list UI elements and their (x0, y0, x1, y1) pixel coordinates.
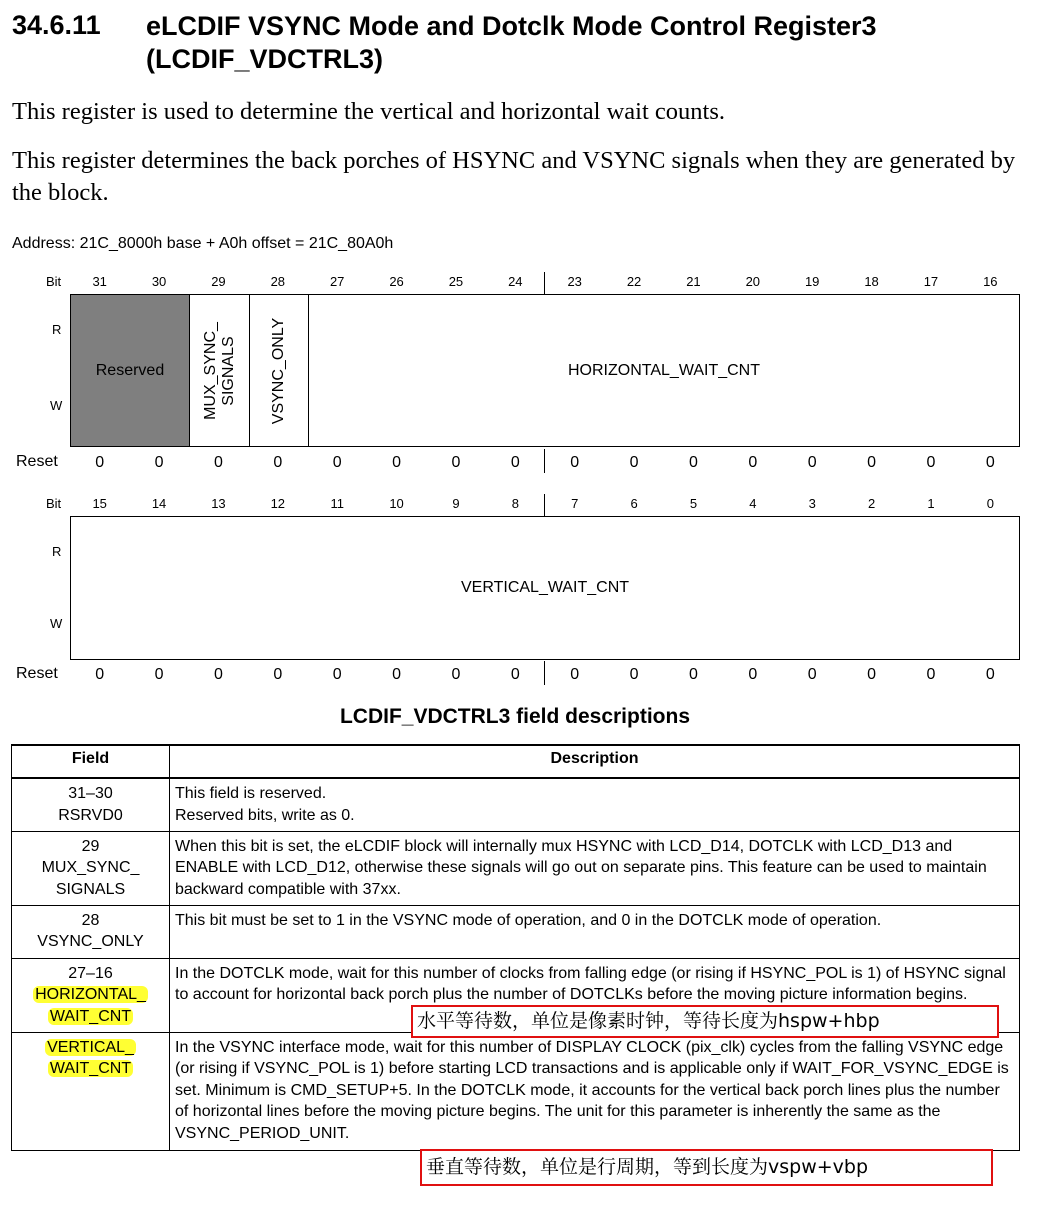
field-name-highlighted: VERTICAL_ (47, 1038, 134, 1056)
description-cell (170, 778, 1020, 831)
reset-value: 0 (392, 666, 402, 683)
upper-bit-numbers (70, 274, 1020, 294)
reset-value: 0 (688, 666, 698, 683)
reset-value: 0 (392, 454, 402, 471)
field-bits: 28 (81, 911, 100, 929)
field-column-header: Field (12, 745, 170, 778)
bit-number: 16 (983, 274, 998, 289)
reset-value: 0 (510, 666, 520, 683)
table-row (12, 1032, 1020, 1150)
field-name-highlighted: HORIZONTAL_ (35, 986, 146, 1003)
reset-value: 0 (748, 454, 758, 471)
write-label-lower: W (50, 616, 63, 631)
bit-number: 2 (867, 496, 876, 511)
vertical-wait-cnt-label: VERTICAL_WAIT_CNT (460, 579, 630, 596)
horizontal-wait-cnt-label: HORIZONTAL_WAIT_CNT (567, 361, 760, 379)
field-bits: 31–30 (68, 785, 113, 802)
read-label-upper: R (52, 322, 62, 337)
reset-value: 0 (273, 454, 283, 471)
intro-paragraph-2: This register determines the back porches of HSYNC and VSYNC signals when they are generated by the block. (12, 147, 1016, 206)
field-cell (12, 905, 170, 958)
table-row (12, 905, 1020, 958)
bit-number: 3 (808, 496, 816, 511)
bit-number: 22 (626, 274, 642, 289)
bit-number: 4 (749, 496, 757, 511)
bit-number: 10 (389, 496, 404, 511)
bit-label-upper: Bit (46, 274, 62, 289)
description-text: Reserved bits, write as 0. (175, 806, 355, 824)
reset-value: 0 (95, 666, 105, 683)
description-cell (170, 831, 1020, 905)
reset-value: 0 (807, 454, 817, 471)
bit-number: 15 (92, 496, 107, 511)
reset-value: 0 (867, 666, 877, 683)
bit-number: 29 (211, 274, 226, 289)
vsync-only-label: VSYNC_ONLY (270, 317, 287, 424)
description-text: In the VSYNC interface mode, wait for this number of DISPLAY CLOCK (pix_clk) cycles from the falling VSYNC edge (or rising if VSYNC_POL is 1) before starting LCD transactions and is applicable only if WAIT_FOR_VSYNC_EDGE is set. Minimum is CMD_SETUP+5. In the DOTCLK mode, it accounts for the vertical back porch lines plus the number of horizontal lines before the moving picture begins. The unit for this parameter is inherently the same as the VSYNC_PERIOD_UNIT. (175, 1038, 1009, 1142)
reset-value: 0 (213, 666, 223, 683)
intro-paragraph-1: This register is used to determine the vertical and horizontal wait counts. (12, 98, 726, 125)
table-header-row (12, 745, 1020, 778)
register-address: Address: 21C_8000h base + A0h offset = 21C_80A0h (12, 235, 394, 252)
field-bits: 27–16 (68, 964, 113, 982)
reset-value: 0 (807, 666, 817, 683)
reset-value: 0 (154, 666, 164, 683)
reset-value: 0 (926, 666, 936, 683)
reset-value: 0 (451, 666, 461, 683)
table-caption: LCDIF_VDCTRL3 field descriptions (339, 705, 691, 728)
bit-number: 19 (804, 274, 820, 289)
reset-value: 0 (332, 666, 342, 683)
section-title: eLCDIF VSYNC Mode and Dotclk Mode Control Register3 (LCDIF_VDCTRL3) (146, 11, 877, 74)
reserved-field-label: Reserved (95, 361, 165, 379)
table-row (12, 831, 1020, 905)
reset-value: 0 (570, 666, 580, 683)
description-text: When this bit is set, the eLCDIF block will internally mux HSYNC with LCD_D14, DOTCLK with LCD_D13 and ENABLE with LCD_D12, otherwise these signals will go out on separate pins. This feature can be used to maintain backward compatible with 37xx. (175, 837, 987, 898)
field-name: SIGNALS (55, 880, 126, 898)
section-number: 34.6.11 (12, 10, 101, 40)
description-text: In the DOTCLK mode, wait for this number of clocks from falling edge (or rising if HSYNC_POL is 1) of HSYNC signal to account for horizontal back porch plus the number of DOTCLKs before the moving picture information begins. (175, 964, 1006, 1003)
field-name: MUX_SYNC_ (41, 859, 140, 876)
reset-label-lower: Reset (16, 665, 58, 682)
reset-value: 0 (95, 454, 105, 471)
reset-label-upper: Reset (16, 453, 58, 470)
description-column-header: Description (170, 745, 1020, 778)
description-cell (170, 1032, 1020, 1150)
reset-value: 0 (867, 454, 877, 471)
bit-number: 7 (571, 496, 579, 511)
reset-value: 0 (154, 454, 164, 471)
byte-separator (544, 494, 545, 516)
bit-number: 24 (508, 274, 523, 289)
reset-value: 0 (985, 666, 995, 683)
reset-value: 0 (213, 454, 223, 471)
description-text: This field is reserved. (175, 785, 327, 802)
field-cell (12, 1032, 170, 1150)
field-cell (12, 831, 170, 905)
horizontal-annotation-note: 水平等待数，单位是像素时钟，等待长度为hspw+hbp (411, 1005, 999, 1038)
bit-number: 9 (452, 496, 460, 511)
bit-number: 31 (92, 274, 107, 289)
bit-number: 14 (151, 496, 167, 511)
description-text: This bit must be set to 1 in the VSYNC mode of operation, and 0 in the DOTCLK mode of operation. (175, 911, 882, 929)
reset-value: 0 (985, 454, 995, 471)
bit-number: 20 (745, 274, 761, 289)
horizontal-wait-cnt-field (309, 295, 1019, 446)
table-row (12, 778, 1020, 831)
bit-number: 25 (448, 274, 464, 289)
mux-sync-signals-label (202, 322, 238, 420)
mux-label-line2: SIGNALS (219, 335, 237, 406)
bit-number: 0 (986, 496, 994, 511)
reset-value: 0 (629, 666, 639, 683)
vertical-annotation-note: 垂直等待数，单位是行周期，等到长度为vspw+vbp (420, 1149, 993, 1186)
reset-value: 0 (629, 454, 639, 471)
reset-value: 0 (510, 454, 520, 471)
field-name-highlighted: WAIT_CNT (49, 1007, 132, 1025)
field-descriptions-table (11, 744, 1020, 1151)
bit-number: 21 (686, 274, 701, 289)
bit-number: 23 (567, 274, 582, 289)
bit-number: 27 (329, 274, 345, 289)
reset-value: 0 (688, 454, 698, 471)
mux-label-line1: MUX_SYNC_ (201, 321, 219, 420)
bit-number: 17 (923, 274, 939, 289)
reset-value: 0 (332, 454, 342, 471)
byte-separator (544, 272, 545, 294)
bit-number: 18 (864, 274, 879, 289)
field-bits: 29 (81, 837, 100, 855)
field-cell (12, 958, 170, 1032)
bit-number: 6 (630, 496, 638, 511)
bit-number: 28 (270, 274, 286, 289)
lower-bit-numbers (70, 496, 1020, 516)
reset-value: 0 (451, 454, 461, 471)
bit-number: 1 (927, 496, 935, 511)
write-label-upper: W (50, 398, 63, 413)
bit-number: 26 (389, 274, 404, 289)
field-name: RSRVD0 (58, 806, 123, 824)
upper-reset-values (70, 454, 1020, 474)
field-cell (12, 778, 170, 831)
upper-register-box (70, 294, 1020, 447)
mux-sync-signals-field (190, 295, 250, 446)
bit-number: 11 (330, 496, 344, 511)
reset-value: 0 (570, 454, 580, 471)
lower-register-box (70, 516, 1020, 660)
byte-separator (544, 449, 545, 473)
description-cell (170, 905, 1020, 958)
field-name: VSYNC_ONLY (37, 933, 144, 950)
field-name-highlighted: WAIT_CNT (49, 1060, 132, 1077)
vsync-only-field (250, 295, 309, 446)
bit-number: 12 (270, 496, 286, 511)
bit-number: 5 (689, 496, 698, 511)
byte-separator (544, 661, 545, 685)
lower-reset-values (70, 666, 1020, 686)
bit-label-lower: Bit (46, 496, 62, 511)
reset-value: 0 (273, 666, 283, 683)
reserved-field (71, 295, 190, 446)
bit-number: 8 (511, 496, 519, 511)
bit-number: 30 (151, 274, 167, 289)
reset-value: 0 (926, 454, 936, 471)
reset-value: 0 (748, 666, 758, 683)
read-label-lower: R (52, 544, 62, 559)
bit-number: 13 (211, 496, 226, 511)
